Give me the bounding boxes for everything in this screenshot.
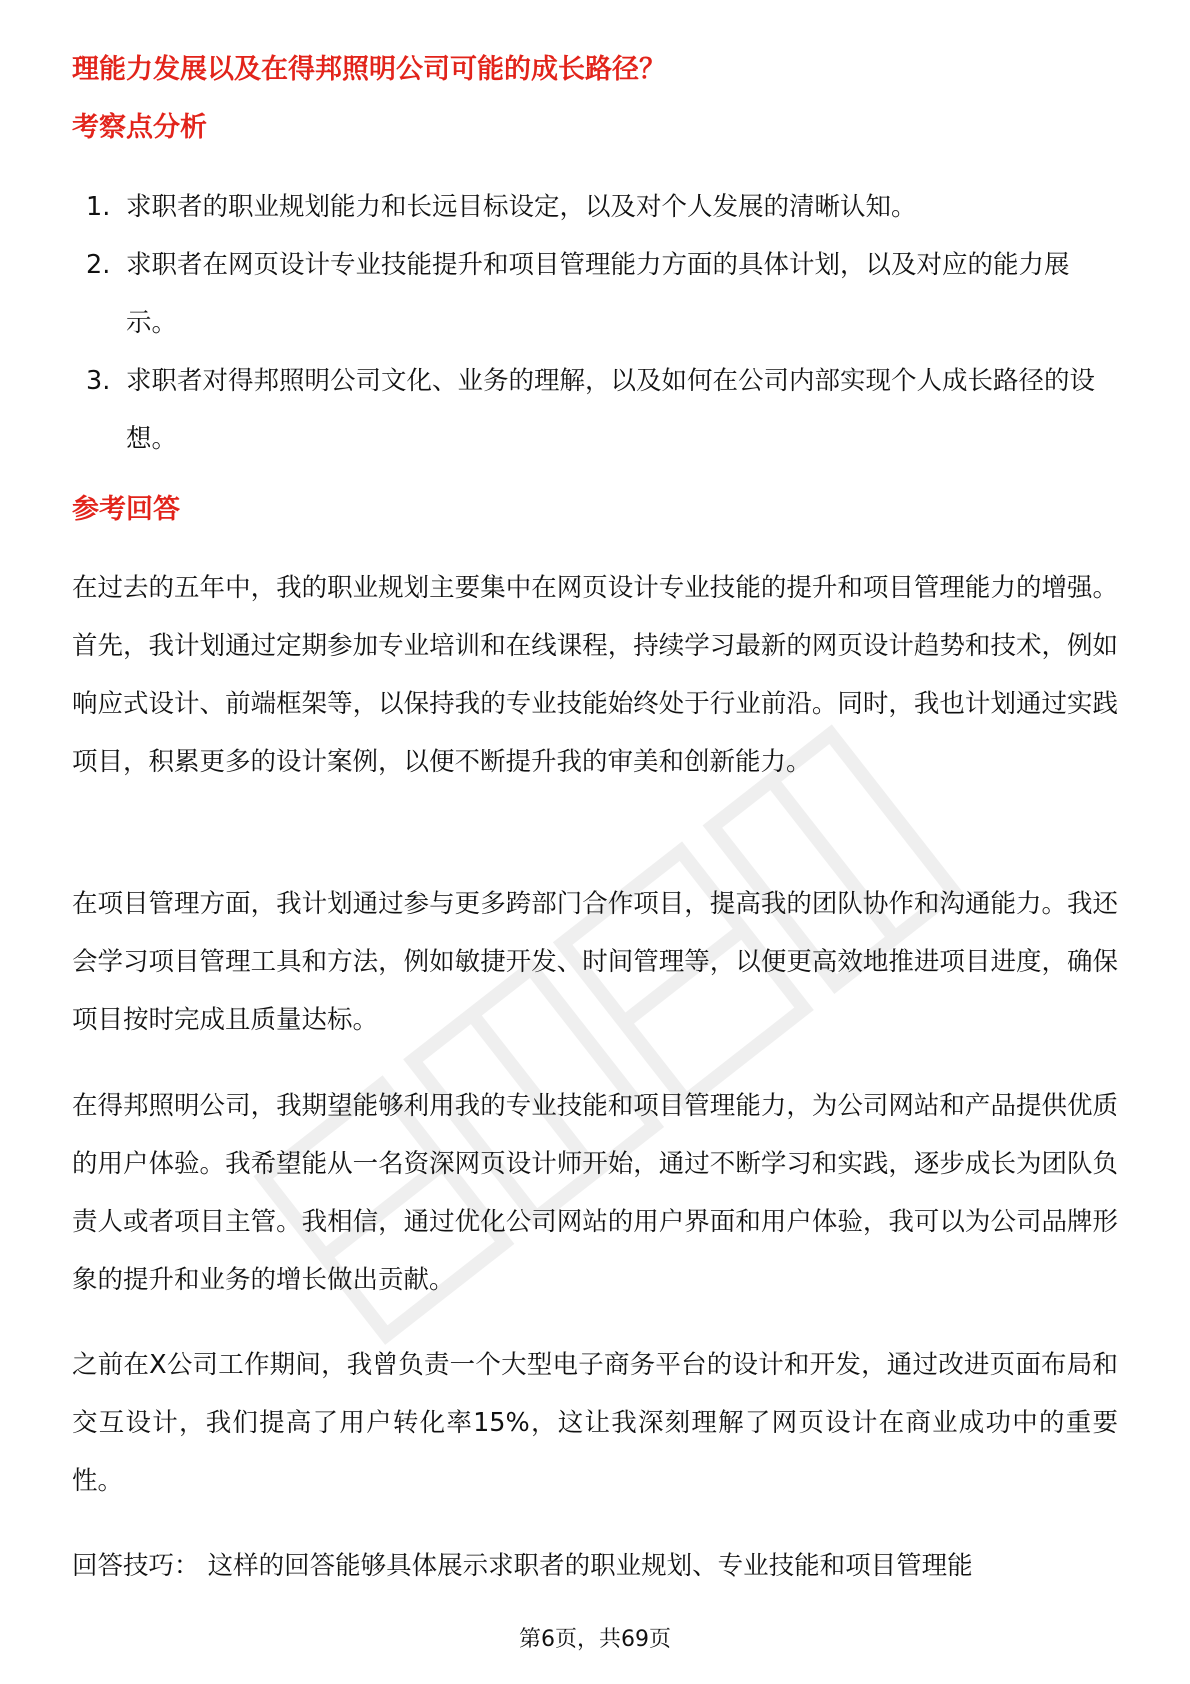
list-item xyxy=(86,236,1118,352)
question-title: 理能力发展以及在得邦照明公司可能的成长路径？ xyxy=(72,54,666,85)
analysis-list xyxy=(86,178,1118,468)
answer-heading: 参考回答 xyxy=(72,494,180,525)
answer-paragraph-2: 在项目管理方面，我计划通过参与更多跨部门合作项目，提高我的团队协作和沟通能力。我还会学习项目管理工具和方法，例如敏捷开发、时间管理等，以便更高效地推进项目进度，确保项目按时完成且质量达标。 xyxy=(72,889,1118,1035)
list-item-text: 求职者在网页设计专业技能提升和项目管理能力方面的具体计划，以及对应的能力展示。 xyxy=(126,250,1070,338)
list-item-text: 求职者的职业规划能力和长远目标设定，以及对个人发展的清晰认知。 xyxy=(126,192,917,222)
list-item xyxy=(86,178,1118,236)
list-item-text: 求职者对得邦照明公司文化、业务的理解，以及如何在公司内部实现个人成长路径的设想。 xyxy=(126,366,1096,454)
list-item xyxy=(86,352,1118,468)
list-item-number: 1. xyxy=(86,192,111,222)
answer-paragraph-3: 在得邦照明公司，我期望能够利用我的专业技能和项目管理能力，为公司网站和产品提供优质的用户体验。我希望能从一名资深网页设计师开始，通过不断学习和实践，逐步成长为团队负责人或者项目主管。我相信，通过优化公司网站的用户界面和用户体验，我可以为公司品牌形象的提升和业务的增长做出贡献。 xyxy=(72,1091,1118,1295)
list-item-number: 2. xyxy=(86,250,111,280)
analysis-heading: 考察点分析 xyxy=(72,112,207,143)
answer-tips: 回答技巧： 这样的回答能够具体展示求职者的职业规划、专业技能和项目管理能 xyxy=(72,1551,973,1581)
document-page xyxy=(72,0,1118,1684)
list-item-number: 3. xyxy=(86,366,111,396)
answer-paragraph-4: 之前在X公司工作期间，我曾负责一个大型电子商务平台的设计和开发，通过改进页面布局和交互设计，我们提高了用户转化率15%，这让我深刻理解了网页设计在商业成功中的重要性。 xyxy=(72,1350,1118,1496)
page-number: 第6页，共69页 xyxy=(519,1627,671,1652)
answer-paragraph-1: 在过去的五年中，我的职业规划主要集中在网页设计专业技能的提升和项目管理能力的增强。首先，我计划通过定期参加专业培训和在线课程，持续学习最新的网页设计趋势和技术，例如响应式设计、前端框架等，以保持我的专业技能始终处于行业前沿。同时，我也计划通过实践项目，积累更多的设计案例，以便不断提升我的审美和创新能力。 xyxy=(72,573,1118,777)
